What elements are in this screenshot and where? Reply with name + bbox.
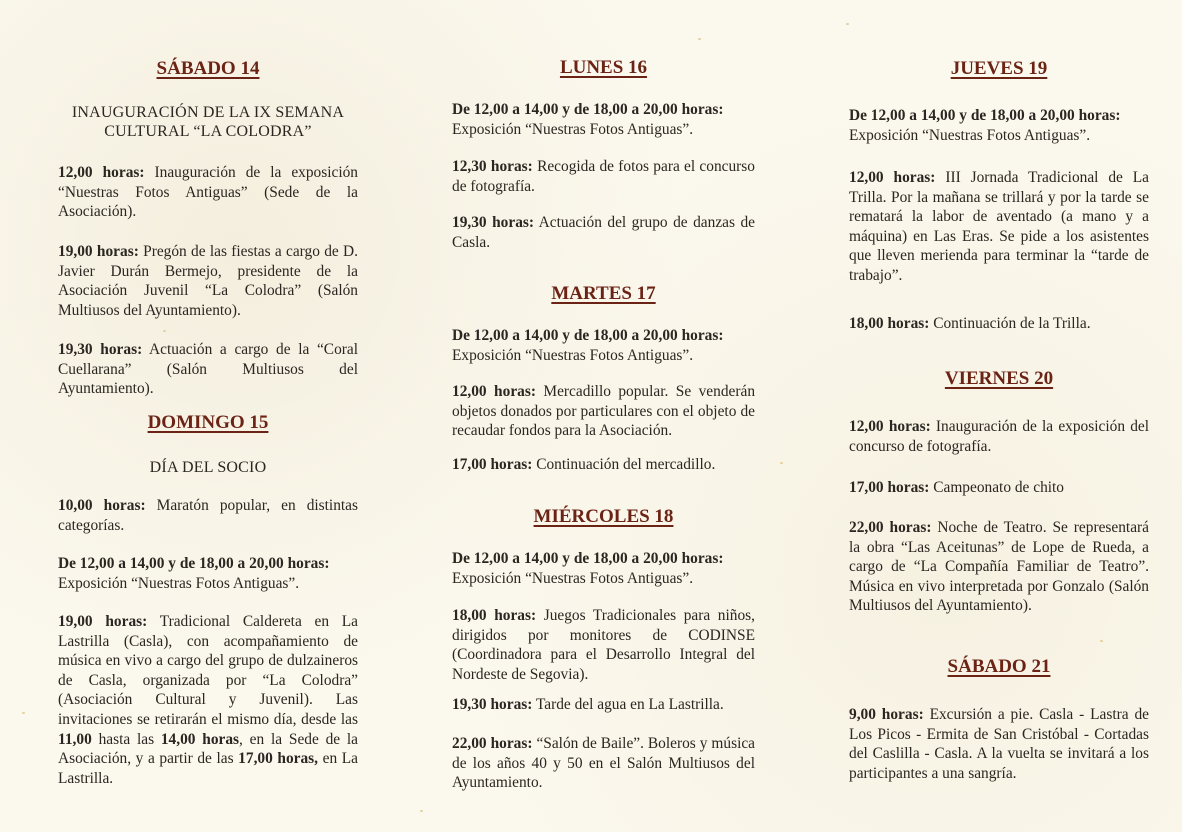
event-time: De 12,00 a 14,00 y de 18,00 a 20,00 horas: <box>58 555 330 572</box>
event-item <box>849 168 1149 286</box>
event-text: Excursión a pie. Casla - Lastra de Los Picos - Ermita de San Cristóbal - Cortadas del Caslilla - Casla. A la vuelta se invitará a los participantes a una sangría. <box>849 706 1149 782</box>
event-text: “Salón de Baile”. Boleros y música de los años 40 y 50 en el Salón Multiusos del Ayuntamiento. <box>452 735 756 792</box>
event-time: 17,00 horas: <box>452 456 533 473</box>
event-time: De 12,00 a 14,00 y de 18,00 a 20,00 horas: <box>452 550 724 567</box>
event-time: 19,00 horas: <box>58 613 148 630</box>
paper-speck <box>22 712 25 714</box>
event-item <box>452 100 755 139</box>
column-3 <box>849 0 1149 832</box>
event-item <box>452 695 755 715</box>
paper-speck <box>163 330 166 332</box>
event-text: Campeonato de chito <box>929 479 1065 496</box>
event-time: De 12,00 a 14,00 y de 18,00 a 20,00 horas: <box>849 107 1121 124</box>
event-time: 12,00 horas: <box>849 169 936 186</box>
event-text: Maratón popular, en distintas categorías. <box>58 497 358 534</box>
event-item <box>452 213 755 252</box>
event-item <box>452 157 755 196</box>
column-1 <box>58 0 358 832</box>
event-text: Actuación a cargo de la “Coral Cuellarana” (Salón Multiusos del Ayuntamiento). <box>58 341 359 398</box>
event-text: Tarde del agua en La Lastrilla. <box>532 696 724 713</box>
day-heading-lunes-16: LUNES 16 <box>559 57 648 78</box>
event-item <box>849 705 1149 783</box>
event-text: Tradicional Caldereta en La Lastrilla (Casla), con acompañamiento de música en vivo a cargo del grupo de dulzaineros de Casla, organizada por “La Colodra” (Asociación Cultural y Juvenil). Las invitaciones se retirarán el mismo día, desde las <box>58 613 359 728</box>
section-subtitle: INAUGURACIÓN DE LA IX SEMANA <box>71 104 345 121</box>
event-item <box>849 417 1149 456</box>
event-time: 12,00 horas: <box>58 164 145 181</box>
event-text: Inauguración de la exposición “Nuestras Fotos Antiguas” (Sede de la Asociación). <box>58 164 359 221</box>
paper-speck <box>1100 640 1103 642</box>
day-heading-sabado-21: SÁBADO 21 <box>947 656 1051 677</box>
event-item <box>849 106 1149 145</box>
event-text: Continuación del mercadillo. <box>532 456 716 473</box>
event-text: Pregón de las fiestas a cargo de D. Javier Durán Bermejo, presidente de la Asociación Juvenil “La Colodra” (Salón Multiusos del Ayuntamiento). <box>58 243 358 319</box>
event-item <box>58 163 358 222</box>
paper-speck <box>420 810 423 812</box>
event-item <box>58 340 358 399</box>
event-time: 9,00 horas: <box>849 706 924 723</box>
event-text: Mercadillo popular. Se venderán objetos donados por particulares con el objeto de recaudar fondos para la Asociación. <box>452 383 756 440</box>
event-text: Juegos Tradicionales para niños, dirigidos por monitores de CODINSE (Coordinadora para el Desarrollo Integral del Nordeste de Segovia). <box>452 607 756 683</box>
event-time: 19,00 horas: <box>58 243 139 260</box>
event-time: 12,00 horas: <box>849 418 931 435</box>
event-text: hasta las <box>91 730 161 748</box>
section-subtitle: DÍA DEL SOCIO <box>149 459 267 476</box>
event-item <box>849 314 1149 334</box>
paper-speck <box>780 462 783 464</box>
event-item <box>452 549 755 588</box>
day-heading-miercoles-18: MIÉRCOLES 18 <box>533 506 674 527</box>
day-heading-martes-17: MARTES 17 <box>551 283 656 304</box>
event-text: Exposición “Nuestras Fotos Antiguas”. <box>452 120 694 138</box>
event-item <box>452 734 755 793</box>
event-item <box>849 518 1149 616</box>
paper-speck <box>846 23 849 25</box>
column-2 <box>452 0 755 832</box>
event-item <box>452 455 755 475</box>
event-time: 22,00 horas: <box>849 519 932 536</box>
day-heading-viernes-20: VIERNES 20 <box>944 368 1054 389</box>
event-time-inline: 14,00 horas <box>160 730 240 748</box>
day-heading-jueves-19: JUEVES 19 <box>950 58 1048 79</box>
event-time-inline: 11,00 <box>58 730 92 748</box>
event-time: 18,00 horas: <box>849 315 930 332</box>
event-text: Exposición “Nuestras Fotos Antiguas”. <box>849 126 1091 144</box>
event-text: , en la Sede de la Asociación, y a partir de las <box>58 730 358 768</box>
event-item <box>58 612 358 788</box>
event-item <box>58 496 358 535</box>
event-text: Continuación de la Trilla. <box>929 315 1091 332</box>
day-heading-sabado-14: SÁBADO 14 <box>156 58 260 79</box>
event-item <box>849 478 1149 498</box>
paper-speck <box>698 38 701 40</box>
event-time: 19,30 horas: <box>58 341 143 358</box>
event-time: 18,00 horas: <box>452 607 537 624</box>
day-heading-domingo-15: DOMINGO 15 <box>147 412 269 433</box>
event-time: 12,30 horas: <box>452 158 533 175</box>
event-item <box>58 554 358 593</box>
event-time: De 12,00 a 14,00 y de 18,00 a 20,00 horas: <box>452 327 724 344</box>
event-time: 19,30 horas: <box>452 696 533 713</box>
section-subtitle: CULTURAL “LA COLODRA” <box>104 123 312 140</box>
event-text: Recogida de fotos para el concurso de fotografía. <box>452 158 755 195</box>
event-text: Exposición “Nuestras Fotos Antiguas”. <box>58 574 300 592</box>
event-time: 19,30 horas: <box>452 214 535 231</box>
event-time: De 12,00 a 14,00 y de 18,00 a 20,00 horas: <box>452 101 724 118</box>
event-item <box>452 606 755 684</box>
event-time: 17,00 horas: <box>849 479 930 496</box>
event-text: Exposición “Nuestras Fotos Antiguas”. <box>452 569 694 587</box>
event-item <box>58 242 358 320</box>
event-time: 10,00 horas: <box>58 497 146 514</box>
event-text: Actuación del grupo de danzas de Casla. <box>452 214 755 251</box>
event-text: Noche de Teatro. Se representará la obra “Las Aceitunas” de Lope de Rueda, a cargo de “La Compañía Familiar de Teatro”. Música en vivo interpretada por Gonzalo (Salón Multiusos del Ayuntamiento). <box>849 519 1149 615</box>
event-text: en La Lastrilla. <box>58 750 358 787</box>
event-text: Inauguración de la exposición del concurso de fotografía. <box>849 418 1150 455</box>
event-time-inline: 17,00 horas, <box>238 750 319 768</box>
event-item <box>452 326 755 365</box>
event-time: 22,00 horas: <box>452 735 533 752</box>
event-item <box>452 382 755 441</box>
event-text: Exposición “Nuestras Fotos Antiguas”. <box>452 346 694 364</box>
event-text: III Jornada Tradicional de La Trilla. Por la mañana se trillará y por la tarde se rematará la labor de aventado (a mano y a máquina) en Las Eras. Se pide a los asistentes que lleven merienda para terminar la “tarde de trabajo”. <box>849 169 1149 284</box>
event-time: 12,00 horas: <box>452 383 536 400</box>
